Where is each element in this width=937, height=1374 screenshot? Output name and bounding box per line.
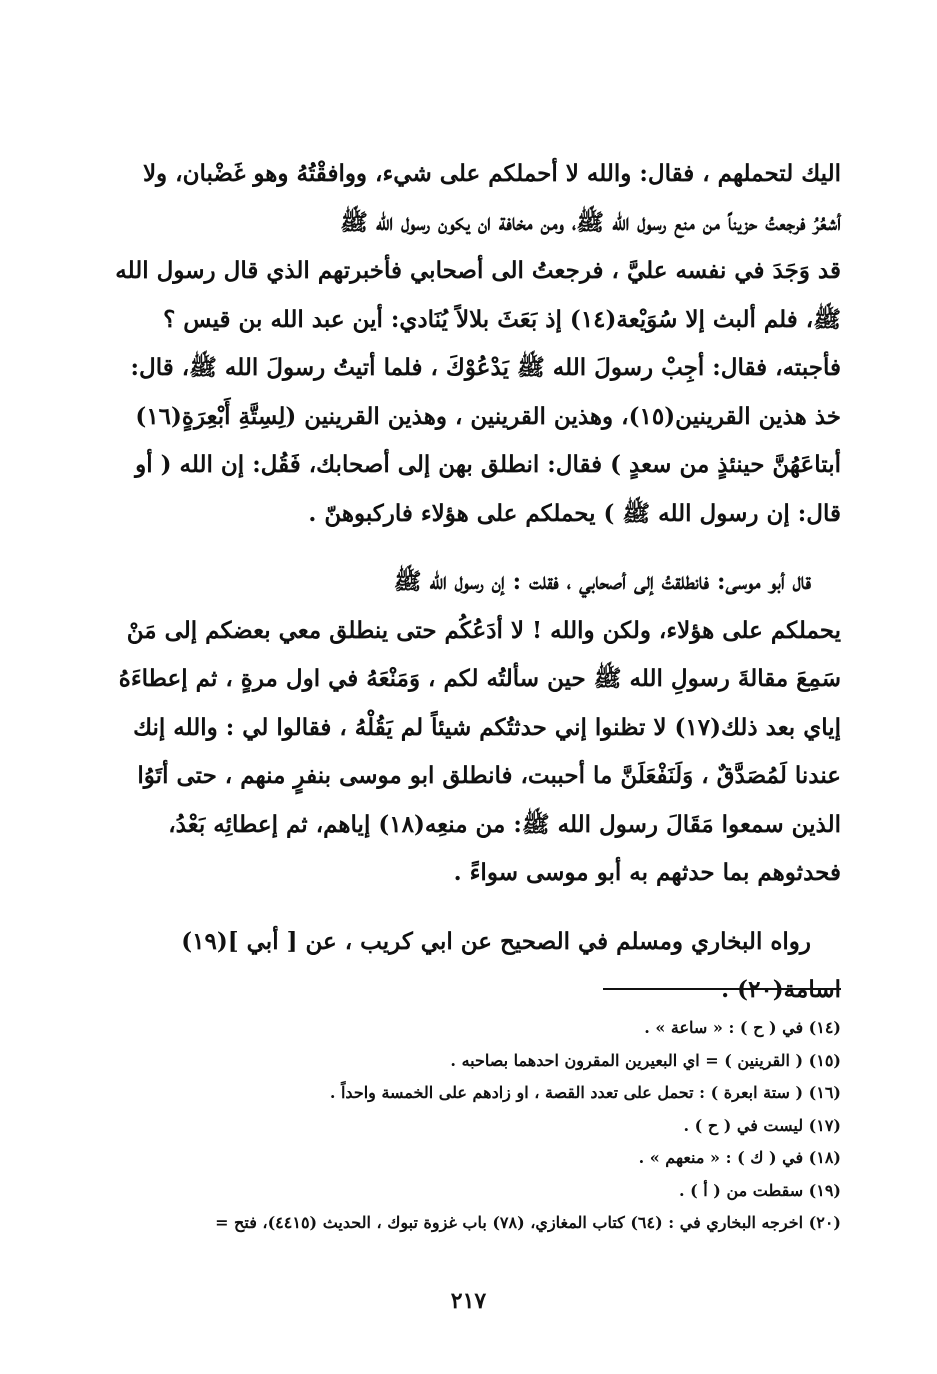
text-line: سَمِعَ مقالةَ رسولِ الله ﷺ حين سألتُه لكم ، وَمَنْعَهُ في اول مرةٍ ، ثم إعطاءَهُ: [118, 665, 841, 692]
text-line: الذين سمعوا مَقَالَ رسول الله ﷺ: من منعِه(١٨) إياهم، ثم إعطائِه بَعْدُ،: [168, 810, 841, 838]
footnotes: [96, 1012, 841, 1240]
text-line: قال أبو موسى: فانطلقتُ إلى أصحابي ، فقلت : إن رسول الله ﷺ: [393, 568, 811, 595]
footnote-20: (٢٠) اخرجه البخاري في : (٦٤) كتاب المغازي، (٧٨) باب غزوة تبوك ، الحديث (٤٤١٥)، فتح =: [215, 1213, 841, 1232]
text-line: فأجبته، فقال: أجِبْ رسولَ الله ﷺ يَدْعُوْكَ ، فلما أتيتُ رسولَ الله ﷺ، قال:: [130, 354, 841, 381]
text-line: عندنا لَمُصَدَّقٌ ، وَلَنَفْعَلَنَّ ما أحببت، فانطلق ابو موسى بنفرٍ منهم ، حتى أتَوُا: [137, 762, 841, 789]
text-line: إياي بعد ذلك(١٧) لا تظنوا إني حدثتُكم شيئاً لم يَقُلْهُ ، فقالوا لي : والله إنك: [133, 713, 841, 741]
text-line: خذ هذين القرينين(١٥)، وهذين القرينين ، وهذين القرينين (لِسِتَّةِ أَبْعِرَةٍ(١٦): [135, 402, 841, 430]
footnote-19: (١٩) سقطت من ( أ ) .: [679, 1180, 841, 1200]
page-number: ٢١٧: [450, 1288, 487, 1314]
footnote-15: (١٥) ( القرينين ) = اي البعيرين المقرون احدهما بصاحبه .: [450, 1050, 841, 1070]
footnote-16: (١٦) ( ستة ابعرة ) : تحمل على تعدد القصة ، او زادهم على الخمسة واحداً .: [329, 1083, 841, 1102]
footnote-14: (١٤) في ( ح ) : « ساعة » .: [644, 1018, 841, 1037]
text-line: اليك لتحملهم ، فقال: والله لا أحملكم على شيء، ووافقْتُهُ وهو غَضْبان، ولا: [142, 160, 841, 187]
paragraph-gap: [111, 538, 841, 558]
text-line: أبتاعَهُنَّ حينئذٍ من سعدٍ ) فقال: انطلق بهن إلى أصحابك، فَقُل: إن الله ( أو: [135, 451, 841, 478]
text-line: فحدثوهم بما حدثهم به أبو موسى سواءً .: [453, 859, 841, 886]
footnote-17: (١٧) ليست في ( ح ) .: [683, 1115, 841, 1135]
footnote-18: (١٨) في ( ك ) : « منعهم » .: [638, 1148, 841, 1167]
text-line: أشعُرُ فرجعتُ حزيناً من منع رسول الله ﷺ، ومن مخافة ان يكون رسول الله ﷺ: [340, 208, 841, 236]
footnote-divider: [603, 988, 841, 990]
paragraph-2: [111, 558, 841, 898]
text-line: يحملكم على هؤلاء، ولكن والله ! لا أدَعُكُم حتى ينطلق معي بعضكم إلى مَنْ: [126, 616, 841, 644]
text-line: قد وَجَدَ في نفسه عليَّ ، فرجعتُ الى أصحابي فأخبرتهم الذي قال رسول الله: [115, 257, 841, 284]
paragraph-gap: [111, 898, 841, 918]
paragraph-3: [111, 918, 841, 1015]
paragraph-1: [111, 150, 841, 538]
main-text: [111, 150, 841, 1015]
text-line: قال: إن رسول الله ﷺ ) يحملكم على هؤلاء فاركبوهنّ .: [308, 499, 841, 527]
text-line: ﷺ، فلم ألبث إلا سُوَيْعة(١٤) إذ بَعَثَ بلالاً يُنَادي: أين عبد الله بن قيس ؟: [163, 305, 841, 333]
text-line: اسامة(٢٠) .: [721, 976, 841, 1003]
text-line: رواه البخاري ومسلم في الصحيح عن ابي كريب ، عن [ أبي ](١٩): [181, 927, 811, 955]
